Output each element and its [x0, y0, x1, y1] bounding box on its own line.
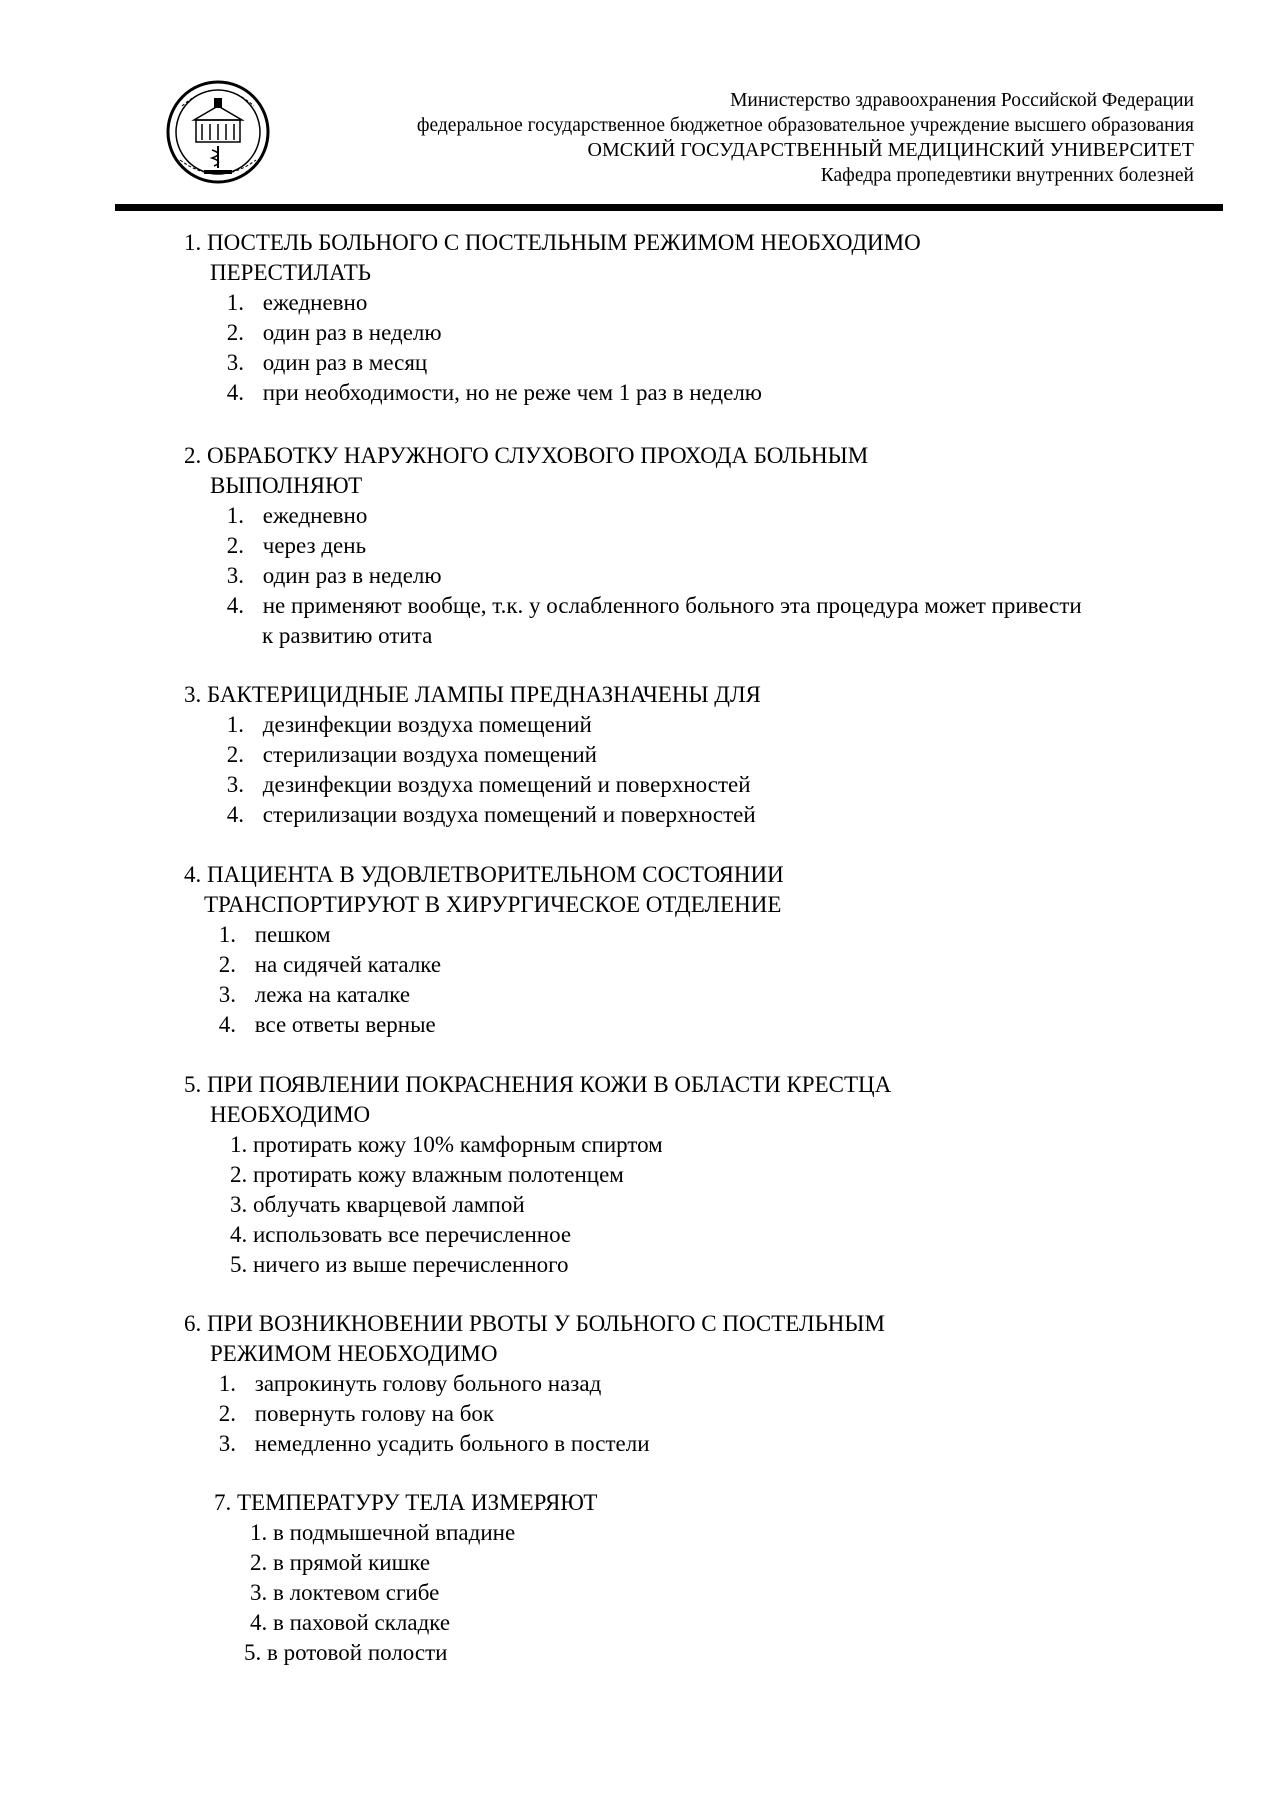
list-item — [230, 1160, 891, 1190]
question-number: 1. — [184, 230, 202, 255]
option-number: 3. — [230, 1192, 248, 1217]
list-item — [222, 800, 761, 830]
option-text: пешком — [254, 922, 331, 947]
option-text: повернуть голову на бок — [254, 1401, 495, 1426]
option-number: 4. — [226, 380, 244, 405]
question-7 — [214, 1488, 597, 1668]
list-item — [230, 1190, 891, 1220]
option-text: в ротовой полости — [267, 1640, 448, 1665]
option-number: 1. — [226, 290, 244, 315]
options-list — [184, 288, 921, 408]
option-text: в локтевом сгибе — [273, 1580, 440, 1605]
question-title — [184, 1070, 891, 1130]
option-number: 1. — [226, 712, 244, 737]
option-number: 2. — [226, 533, 244, 558]
option-number: 5. — [230, 1252, 248, 1277]
list-item — [214, 920, 784, 950]
question-title-line: ПОСТЕЛЬ БОЛЬНОГО С ПОСТЕЛЬНЫМ РЕЖИМОМ НЕОБХОДИМО — [207, 230, 921, 255]
list-item — [222, 591, 1082, 621]
option-text: в подмышечной впадине — [273, 1520, 516, 1545]
list-item — [222, 710, 761, 740]
option-text: при необходимости, но не реже чем 1 раз в неделю — [262, 380, 762, 405]
option-text: не применяют вообще, т.к. у ослабленного больного эта процедура может привести — [262, 593, 1082, 618]
option-number: 2. — [218, 952, 236, 977]
list-item — [244, 1638, 597, 1668]
list-item — [214, 1010, 784, 1040]
option-text: в прямой кишке — [273, 1550, 431, 1575]
header-institution — [417, 88, 1194, 188]
option-number: 2. — [226, 320, 244, 345]
option-text-continuation: к развитию отита — [262, 623, 433, 648]
question-title — [184, 1309, 885, 1369]
option-number: 2. — [218, 1401, 236, 1426]
options-list — [184, 1130, 891, 1280]
option-number: 3. — [226, 350, 244, 375]
option-text: стерилизации воздуха помещений и поверхностей — [262, 802, 756, 827]
list-item — [214, 950, 784, 980]
option-text: один раз в неделю — [262, 563, 442, 588]
question-number: 4. — [184, 862, 202, 887]
option-text: один раз в неделю — [262, 320, 442, 345]
option-text: ничего из выше перечисленного — [253, 1252, 569, 1277]
option-text: дезинфекции воздуха помещений и поверхностей — [262, 772, 751, 797]
question-2 — [184, 441, 1082, 651]
header-university-name: ОМСКИЙ ГОСУДАРСТВЕННЫЙ МЕДИЦИНСКИЙ УНИВЕРСИТЕТ — [587, 139, 1194, 161]
question-3 — [184, 680, 761, 830]
question-number: 2. — [184, 443, 202, 468]
option-text: протирать кожу 10% камфорным спиртом — [253, 1132, 663, 1157]
list-item — [214, 1429, 885, 1459]
option-number: 2. — [226, 742, 244, 767]
option-text: ежедневно — [262, 290, 368, 315]
option-text: протирать кожу влажным полотенцем — [253, 1162, 624, 1187]
options-list — [214, 1518, 597, 1668]
option-number: 4. — [250, 1610, 268, 1635]
option-number: 3. — [218, 982, 236, 1007]
option-text: облучать кварцевой лампой — [253, 1192, 525, 1217]
option-number: 3. — [250, 1580, 268, 1605]
list-item — [222, 501, 1082, 531]
option-number: 1. — [226, 503, 244, 528]
list-item — [230, 1220, 891, 1250]
option-number: 4. — [230, 1222, 248, 1247]
option-text: через день — [262, 533, 367, 558]
question-number: 6. — [184, 1311, 202, 1336]
question-title-line: НЕОБХОДИМО — [210, 1102, 371, 1127]
question-title-line: ОБРАБОТКУ НАРУЖНОГО СЛУХОВОГО ПРОХОДА БОЛЬНЫМ — [207, 443, 869, 468]
option-number: 4. — [226, 593, 244, 618]
list-item — [250, 1548, 597, 1578]
question-number: 7. — [214, 1490, 232, 1515]
question-title-line: ТЕМПЕРАТУРУ ТЕЛА ИЗМЕРЯЮТ — [237, 1490, 598, 1515]
question-title — [214, 1488, 597, 1518]
question-title-line: ТРАНСПОРТИРУЮТ В ХИРУРГИЧЕСКОЕ ОТДЕЛЕНИЕ — [204, 892, 782, 917]
list-item — [222, 378, 921, 408]
option-number: 3. — [226, 772, 244, 797]
question-number: 3. — [184, 682, 202, 707]
header-divider — [115, 204, 1223, 211]
question-1 — [184, 228, 921, 408]
question-title — [184, 228, 921, 288]
option-text: на сидячей каталке — [254, 952, 442, 977]
list-item — [214, 980, 784, 1010]
option-text: все ответы верные — [254, 1012, 436, 1037]
option-number: 1. — [218, 1371, 236, 1396]
list-item — [222, 561, 1082, 591]
option-number: 2. — [250, 1550, 268, 1575]
question-title-line: ПРИ ВОЗНИКНОВЕНИИ РВОТЫ У БОЛЬНОГО С ПОСТЕЛЬНЫМ — [207, 1311, 885, 1336]
option-text: дезинфекции воздуха помещений — [262, 712, 592, 737]
option-number: 4. — [218, 1012, 236, 1037]
question-title-line: ПАЦИЕНТА В УДОВЛЕТВОРИТЕЛЬНОМ СОСТОЯНИИ — [207, 862, 784, 887]
header-ministry: Министерство здравоохранения Российской Федерации — [730, 90, 1194, 111]
list-item — [222, 318, 921, 348]
option-number: 3. — [226, 563, 244, 588]
question-title-line: ПЕРЕСТИЛАТЬ — [210, 260, 371, 285]
option-number: 4. — [226, 802, 244, 827]
question-number: 5. — [184, 1072, 202, 1097]
option-number: 1. — [218, 922, 236, 947]
list-item — [230, 1130, 891, 1160]
question-title — [184, 441, 1082, 501]
university-seal-icon — [160, 76, 276, 186]
option-text: ежедневно — [262, 503, 368, 528]
option-number: 3. — [218, 1431, 236, 1456]
options-list — [184, 920, 784, 1040]
question-title-line: ВЫПОЛНЯЮТ — [210, 473, 363, 498]
list-item — [222, 740, 761, 770]
options-list — [184, 710, 761, 830]
option-text: стерилизации воздуха помещений — [262, 742, 597, 767]
option-text: использовать все перечисленное — [253, 1222, 572, 1247]
question-title — [184, 860, 784, 920]
option-number: 1. — [230, 1132, 248, 1157]
question-6 — [184, 1309, 885, 1459]
list-item — [250, 1578, 597, 1608]
option-text: немедленно усадить больного в постели — [254, 1431, 650, 1456]
question-title — [184, 680, 761, 710]
list-item — [214, 1369, 885, 1399]
list-item — [214, 1399, 885, 1429]
option-number: 1. — [250, 1520, 268, 1545]
option-text: лежа на каталке — [254, 982, 411, 1007]
question-title-line: РЕЖИМОМ НЕОБХОДИМО — [210, 1341, 498, 1366]
options-list — [184, 501, 1082, 651]
question-title-line: БАКТЕРИЦИДНЫЕ ЛАМПЫ ПРЕДНАЗНАЧЕНЫ ДЛЯ — [207, 682, 761, 707]
question-4 — [184, 860, 784, 1040]
header-department: Кафедра пропедевтики внутренних болезней — [820, 165, 1194, 186]
option-text: в паховой складке — [273, 1610, 451, 1635]
option-text: один раз в месяц — [262, 350, 428, 375]
question-5 — [184, 1070, 891, 1280]
list-item — [222, 348, 921, 378]
header-institution-type: федеральное государственное бюджетное образовательное учреждение высшего образования — [416, 115, 1194, 136]
list-item — [250, 1608, 597, 1638]
list-item — [230, 1250, 891, 1280]
option-number: 5. — [244, 1640, 262, 1665]
list-item — [250, 1518, 597, 1548]
list-item — [222, 770, 761, 800]
list-item — [222, 288, 921, 318]
list-item — [222, 531, 1082, 561]
option-number: 2. — [230, 1162, 248, 1187]
options-list — [184, 1369, 885, 1459]
question-title-line: ПРИ ПОЯВЛЕНИИ ПОКРАСНЕНИЯ КОЖИ В ОБЛАСТИ КРЕСТЦА — [207, 1072, 892, 1097]
option-text: запрокинуть голову больного назад — [254, 1371, 602, 1396]
